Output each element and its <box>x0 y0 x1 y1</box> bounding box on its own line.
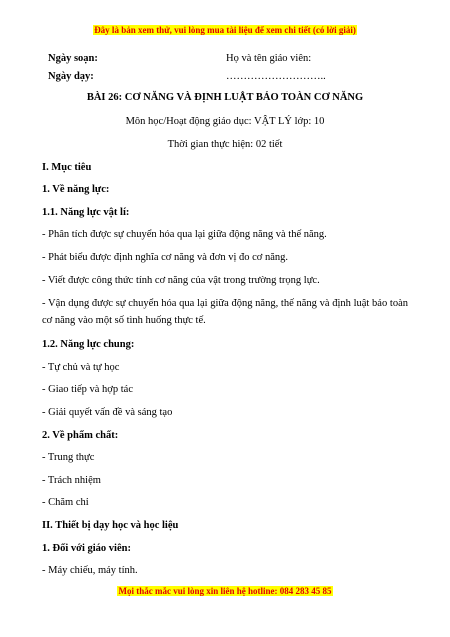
section-heading-competencies: 1. Về năng lực: <box>42 184 110 195</box>
list-item: - Giao tiếp và hợp tác <box>42 384 133 395</box>
list-item: - Vận dụng được sự chuyển hóa qua lại giữa động năng, thế năng và định luật bảo toàn cơ năng vào một số tình huống thực tế. <box>42 298 408 326</box>
list-item: - Trung thực <box>42 452 95 463</box>
hotline-notice-text: Mọi thắc mắc vui lòng xin liên hệ hotline: 084 283 45 85 <box>118 586 332 596</box>
section-heading-equipment: II. Thiết bị dạy học và học liệu <box>42 520 179 531</box>
hotline-notice-banner <box>0 586 450 596</box>
list-item: - Trách nhiệm <box>42 475 101 486</box>
list-item: - Chăm chỉ <box>42 497 89 508</box>
list-item: - Tự chủ và tự học <box>42 362 120 373</box>
section-heading-general-competencies: 1.2. Năng lực chung: <box>42 339 135 350</box>
date-taught-label: Ngày dạy: <box>48 71 94 82</box>
preview-notice-text: Đây là bản xem thử, vui lòng mua tài liệu để xem chi tiết (có lời giải) <box>94 25 356 35</box>
lesson-title: BÀI 26: CƠ NĂNG VÀ ĐỊNH LUẬT BẢO TOÀN CƠ NĂNG <box>86 92 364 103</box>
preview-notice-banner <box>0 25 450 35</box>
teacher-name-dots: ……………………….. <box>226 71 326 82</box>
section-heading-for-teacher: 1. Đối với giáo viên: <box>42 543 131 554</box>
section-heading-physics-competencies: 1.1. Năng lực vật lí: <box>42 207 130 218</box>
teacher-name-label: Họ và tên giáo viên: <box>226 53 312 64</box>
list-item: - Phát biểu được định nghĩa cơ năng và đơn vị đo cơ năng. <box>42 252 289 263</box>
section-heading-qualities: 2. Về phẩm chất: <box>42 430 119 441</box>
date-prepared-label: Ngày soạn: <box>48 53 98 64</box>
lesson-subject: Môn học/Hoạt động giáo dục: VẬT LÝ lớp: 10 <box>125 116 325 127</box>
lesson-duration: Thời gian thực hiện: 02 tiết <box>167 139 283 150</box>
section-heading-objectives: I. Mục tiêu <box>42 162 92 173</box>
list-item: - Phân tích được sự chuyển hóa qua lại giữa động năng và thế năng. <box>42 229 327 240</box>
list-item: - Giải quyết vấn đề và sáng tạo <box>42 407 173 418</box>
list-item: - Viết được công thức tính cơ năng của vật trong trường trọng lực. <box>42 275 320 286</box>
list-item: - Máy chiếu, máy tính. <box>42 565 138 576</box>
